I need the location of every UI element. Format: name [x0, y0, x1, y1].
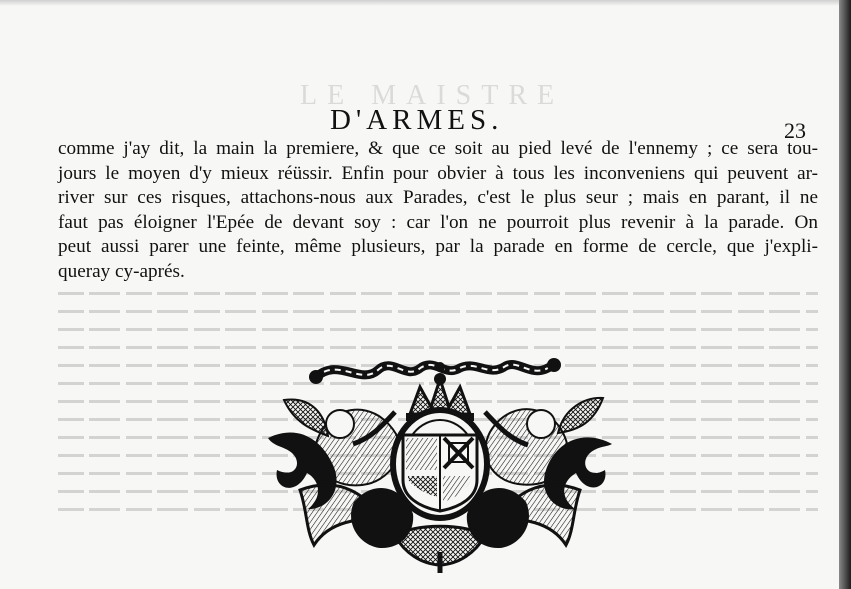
page-top-shadow: [0, 0, 851, 6]
reverse-page-bleed-title: LE MAISTRE: [300, 80, 565, 111]
text-line: peut aussi parer une feinte, même plusieurs, par la parade en forme de cercle, que j'expli-: [58, 236, 818, 257]
engraved-coat-of-arms-ornament: [268, 352, 612, 574]
page-number: 23: [784, 118, 806, 143]
bleed-line: [58, 346, 818, 349]
text-line: river sur ces risques, attachons-nous aux Parades, c'est le plus seur ; mais en parant, il ne: [58, 187, 818, 208]
text-line: faut pas éloigner l'Epée de devant soy : car l'on ne pourroit plus revenir à la parade. On: [58, 211, 818, 233]
text-line: jours le moyen d'y mieux réüssir. Enfin pour obvier à tous les inconveniens qui peuvent ar-: [58, 162, 818, 184]
text-line: comme j'ay dit, la main la premiere, & que ce soit au pied levé de l'ennemy ; ce sera tou-: [58, 138, 818, 159]
bleed-line: [58, 328, 818, 331]
heraldic-shield-icon: [393, 410, 487, 518]
text-line: queray cy-aprés.: [58, 260, 185, 282]
scan-dark-edge: [839, 0, 851, 589]
running-header-title: D'ARMES.: [330, 104, 504, 136]
body-paragraph: [58, 137, 818, 284]
bleed-line: [58, 310, 818, 313]
bleed-line: [58, 292, 818, 295]
